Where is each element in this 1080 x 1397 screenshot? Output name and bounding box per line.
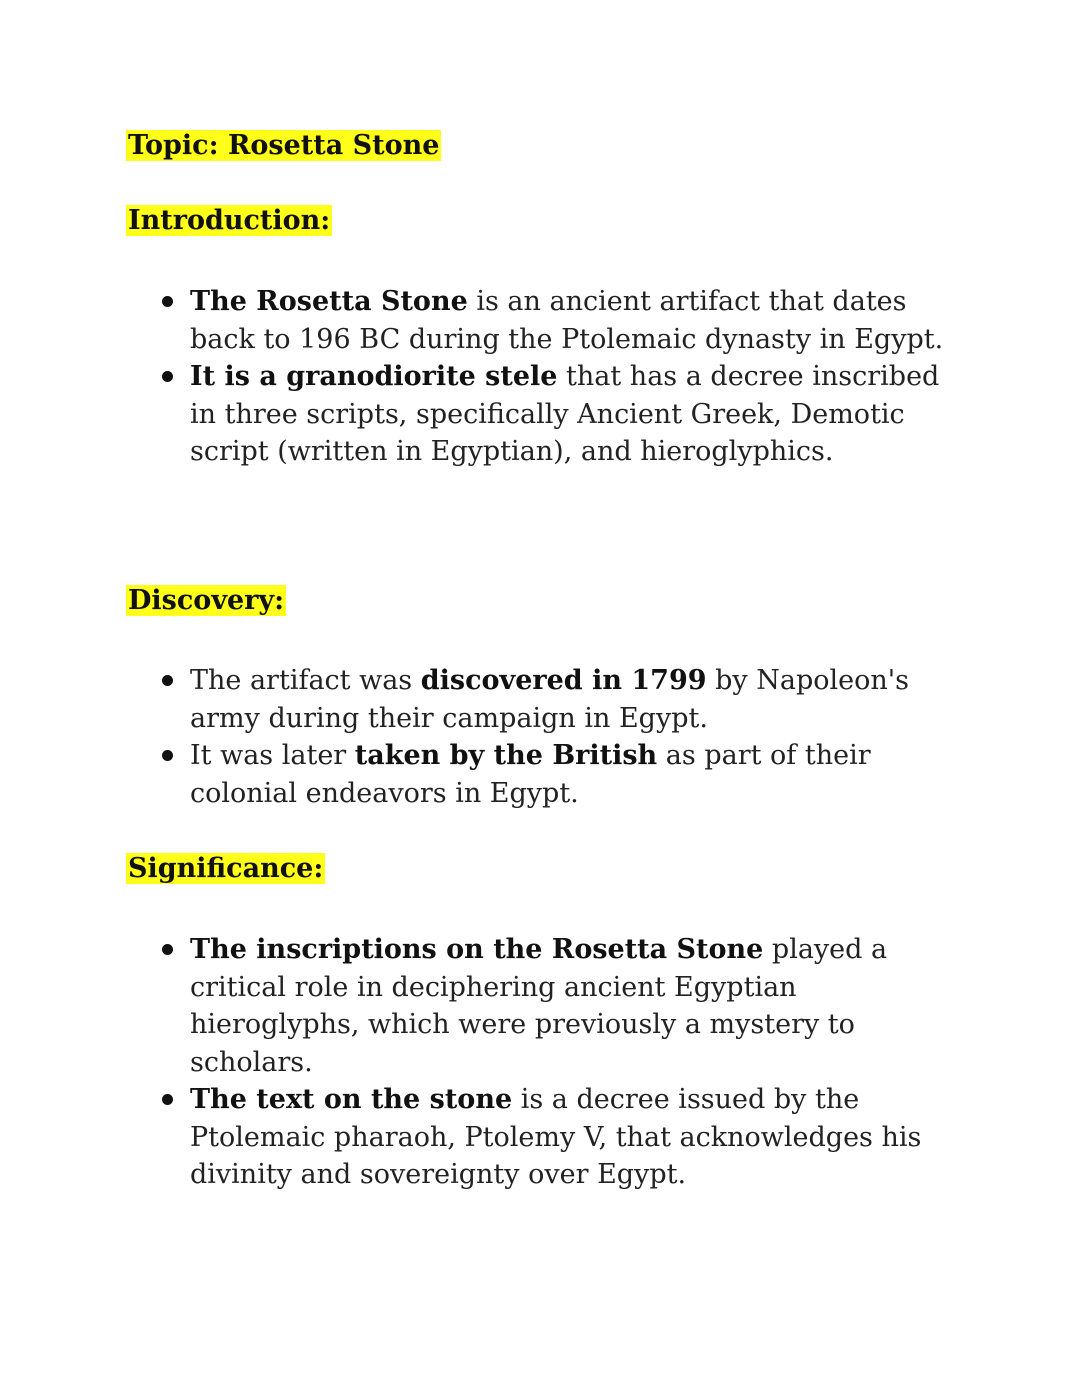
list-item-text: played a critical role in deciphering ancient Egyptian hieroglyphs, which were previously a mystery to scholars. xyxy=(190,934,888,1078)
discovery-heading xyxy=(126,583,286,619)
list-item-text: It was later xyxy=(190,740,355,771)
bullet-icon xyxy=(162,750,173,761)
introduction-heading xyxy=(126,203,332,239)
list-item-bold: It is a granodiorite stele xyxy=(190,361,558,392)
introduction-heading-text: Introduction: xyxy=(128,205,331,236)
bullet-icon xyxy=(162,371,173,382)
list-item-text: by Napoleon's army during their campaign in Egypt. xyxy=(190,665,910,734)
bullet-icon xyxy=(162,1094,173,1105)
list-item-bold: The inscriptions on the Rosetta Stone xyxy=(190,934,764,965)
list-item-text: is an ancient artifact that dates back to 196 BC during the Ptolemaic dynasty in Egypt. xyxy=(190,286,944,355)
significance-heading-text: Significance: xyxy=(128,853,324,884)
list-item-text: as part of their colonial endeavors in Egypt. xyxy=(190,740,871,809)
list-item-bold: The text on the stone xyxy=(190,1084,513,1115)
list-item-text: The artifact was xyxy=(190,665,421,696)
discovery-list xyxy=(190,662,970,812)
list-item-bold: discovered in 1799 xyxy=(420,665,707,696)
topic-heading xyxy=(126,128,441,164)
topic-heading-text: Topic: Rosetta Stone xyxy=(128,130,440,161)
list-item-bold: taken by the British xyxy=(354,740,658,771)
list-item xyxy=(190,1081,970,1194)
list-item-text: is a decree issued by the Ptolemaic pharaoh, Ptolemy V, that acknowledges his divinity and sovereignty over Egypt. xyxy=(190,1084,922,1190)
discovery-heading-text: Discovery: xyxy=(128,585,285,616)
list-item xyxy=(190,283,970,358)
list-item-text: that has a decree inscribed in three scripts, specifically Ancient Greek, Demotic script (written in Egyptian), and hieroglyphics. xyxy=(190,361,940,467)
bullet-icon xyxy=(162,944,173,955)
bullet-icon xyxy=(162,296,173,307)
bullet-icon xyxy=(162,675,173,686)
list-item xyxy=(190,662,970,737)
list-item xyxy=(190,358,970,471)
list-item xyxy=(190,931,970,1081)
significance-heading xyxy=(126,851,325,887)
list-item-bold: The Rosetta Stone xyxy=(190,286,468,317)
significance-list xyxy=(190,931,970,1194)
list-item xyxy=(190,737,970,812)
introduction-list xyxy=(190,283,970,471)
